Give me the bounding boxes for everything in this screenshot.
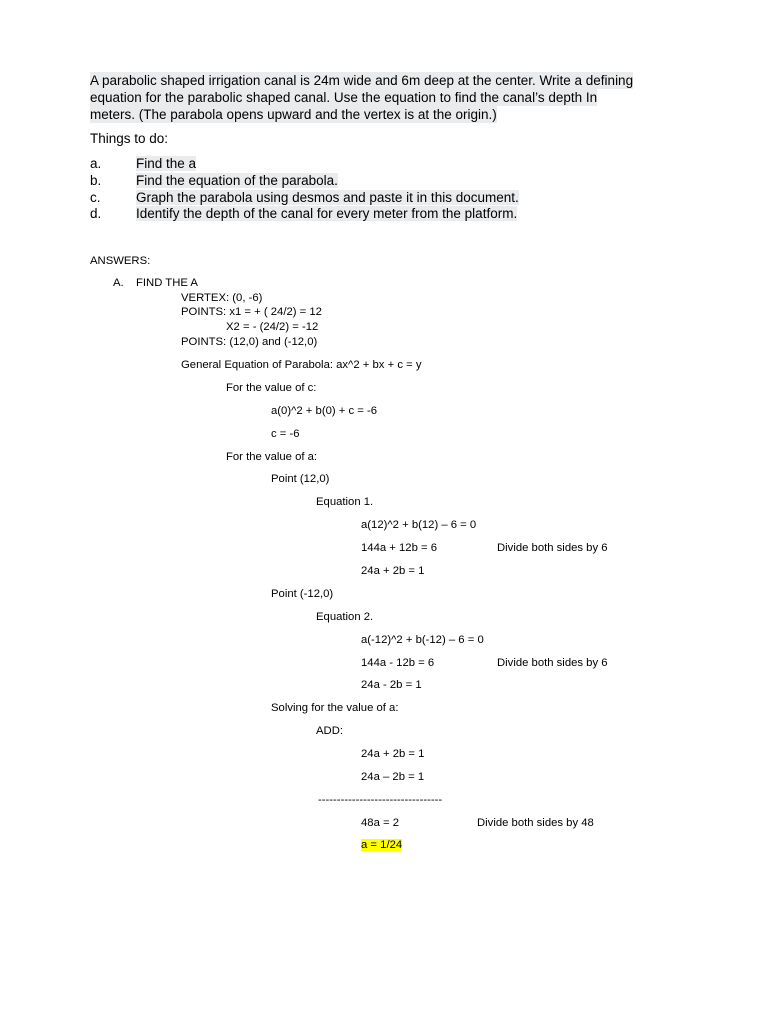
c-equation-2: c = -6 [271,428,300,440]
equation-2-label: Equation 2. [316,611,374,623]
list-item [90,173,338,188]
list-letter: d. [90,206,102,221]
problem-line-3: meters. (The parabola opens upward and the vertex is at the origin.) [90,107,497,122]
c-equation-1: a(0)^2 + b(0) + c = -6 [271,405,378,417]
final-answer-text: a = 1/24 [361,839,403,851]
value-c-heading: For the value of c: [226,382,317,394]
list-letter: b. [90,173,102,188]
add-line-1: 24a + 2b = 1 [361,748,425,760]
equation-1-line-a: a(12)^2 + b(12) – 6 = 0 [361,519,477,531]
section-letter: A. [113,277,124,289]
result-note: Divide both sides by 48 [477,817,594,829]
points-line-2: X2 = - (24/2) = -12 [226,321,319,333]
general-equation: General Equation of Parabola: ax^2 + bx + c = y [181,359,422,371]
problem-line-2: equation for the parabolic shaped canal. Use the equation to find the canal’s depth In [90,90,598,105]
problem-line-1: A parabolic shaped irrigation canal is 24m wide and 6m deep at the center. Write a defining [90,73,634,88]
point-2-label: Point (-12,0) [271,588,334,600]
answers-heading: ANSWERS: [90,255,151,267]
equation-2-line-b: 144a - 12b = 6 [361,657,435,669]
equation-2-line-c: 24a - 2b = 1 [361,679,422,691]
result-line: 48a = 2 [361,817,400,829]
equation-1-line-b: 144a + 12b = 6 [361,542,438,554]
section-title: FIND THE A [136,277,198,289]
list-text: Graph the parabola using desmos and paste it in this document. [136,190,519,205]
equation-1-label: Equation 1. [316,496,374,508]
things-heading: Things to do: [90,131,169,146]
list-text: Identify the depth of the canal for every meter from the platform. [136,206,518,221]
add-line-2: 24a – 2b = 1 [361,771,425,783]
points-line-1: POINTS: x1 = + ( 24/2) = 12 [181,306,322,318]
list-item [90,190,519,205]
list-text: Find the equation of the parabola. [136,173,338,188]
equation-2-line-a: a(-12)^2 + b(-12) – 6 = 0 [361,634,484,646]
points-line-3: POINTS: (12,0) and (-12,0) [181,336,318,348]
separator-rule: --------------------------------- [318,794,443,806]
equation-2-note: Divide both sides by 6 [497,657,608,669]
final-answer [361,839,402,851]
point-1-label: Point (12,0) [271,473,330,485]
vertex-line: VERTEX: (0, -6) [181,292,263,304]
list-letter: a. [90,156,102,171]
solving-heading: Solving for the value of a: [271,702,399,714]
list-letter: c. [90,190,101,205]
add-label: ADD: [316,725,343,737]
list-text: Find the a [136,156,197,171]
list-item [90,156,196,171]
equation-1-line-c: 24a + 2b = 1 [361,565,425,577]
value-a-heading: For the value of a: [226,451,318,463]
equation-1-note: Divide both sides by 6 [497,542,608,554]
list-item [90,206,517,221]
problem-statement [90,72,680,123]
